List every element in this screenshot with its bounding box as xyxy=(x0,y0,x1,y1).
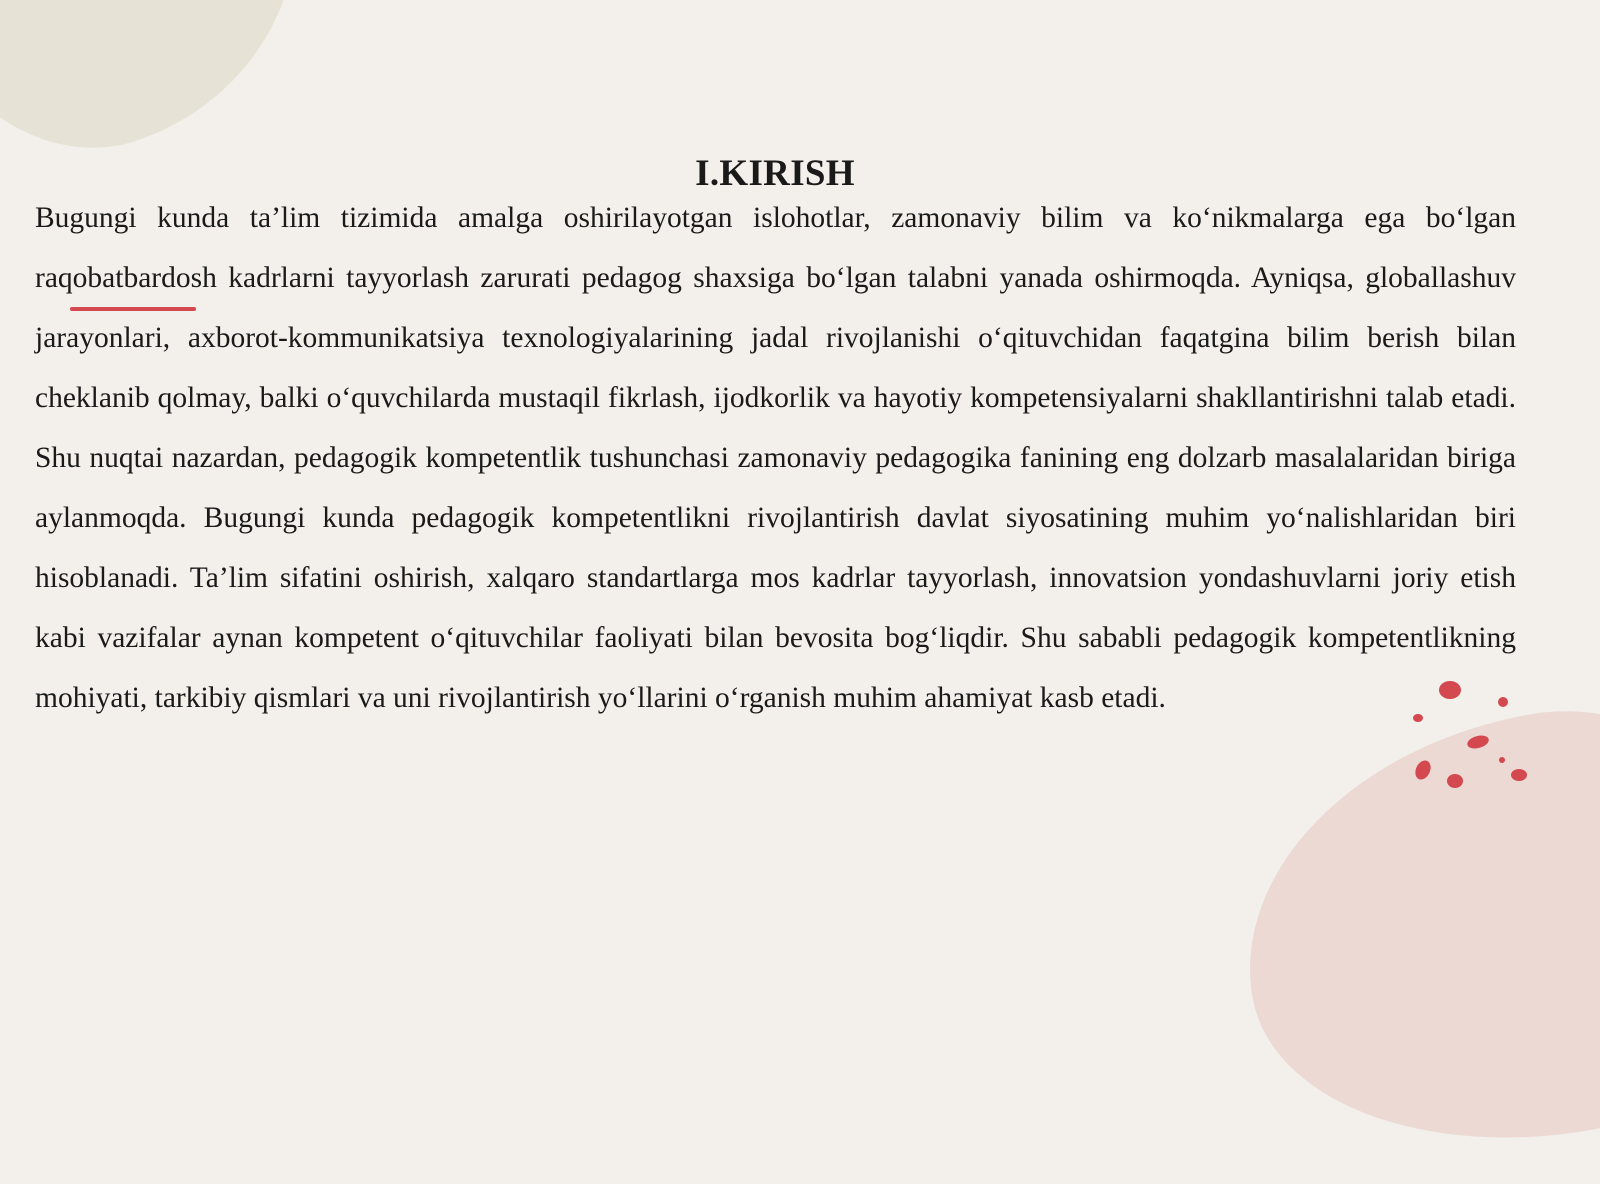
splatter-dot xyxy=(1447,774,1463,788)
slide-body-text: Bugungi kunda ta’lim tizimida amalga oshirilayotgan islohotlar, zamonaviy bilim va ko‘nikmalarga ega bo‘lgan raqobatbardosh kadrlarni tayyorlash zarurati pedagog shaxsiga bo‘lgan talabni yanada oshirmoqda. Ayniqsa, globallashuv jarayonlari, axborot-kommunikatsiya texnologiyalarining jadal rivojlanishi o‘qituvchidan faqatgina bilim berish bilan cheklanib qolmay, balki o‘quvchilarda mustaqil fikrlash, ijodkorlik va hayotiy kompetensiyalarni shakllantirishni talab etadi. Shu nuqtai nazardan, pedagogik kompetentlik tushunchasi zamonaviy pedagogika fanining eng dolzarb masalalaridan biriga aylanmoqda. Bugungi kunda pedagogik kompetentlikni rivojlantirish davlat siyosatining muhim yo‘nalishlaridan biri hisoblanadi. Ta’lim sifatini oshirish, xalqaro standartlarga mos kadrlar tayyorlash, innovatsion yondashuvlarni joriy etish kabi vazifalar aynan kompetent o‘qituvchilar faoliyati bilan bevosita bog‘liqdir. Shu sababli pedagogik kompetentlikning mohiyati, tarkibiy qismlari va uni rivojlantirish yo‘llarini o‘rganish muhim ahamiyat kasb etadi. xyxy=(35,202,1516,714)
splatter-dot xyxy=(1413,714,1423,722)
splatter-dot xyxy=(1466,733,1490,750)
splatter-dot xyxy=(1499,757,1505,763)
splatter-dot xyxy=(1498,697,1508,707)
splatter-dot xyxy=(1439,681,1461,699)
slide-title: I.KIRISH xyxy=(695,152,855,194)
splatter-dot xyxy=(1412,758,1433,782)
splatter-dot xyxy=(1511,769,1527,781)
